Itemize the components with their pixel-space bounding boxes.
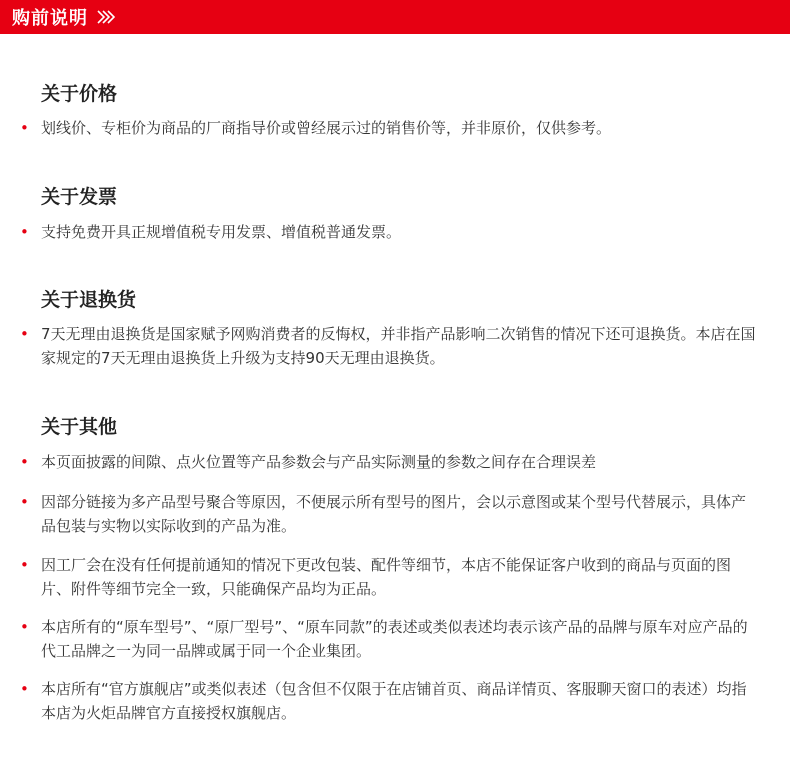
list-item [20, 322, 760, 370]
list-item-text: 7天无理由退换货是国家赋予网购消费者的反悔权，并非指产品影响二次销售的情况下还可退换货。本店在国家规定的7天无理由退换货上升级为支持90天无理由退换货。 [41, 325, 756, 367]
list-item-text: 划线价、专柜价为商品的厂商指导价或曾经展示过的销售价等，并非原价，仅供参考。 [41, 119, 612, 137]
list-item-text: 因工厂会在没有任何提前通知的情况下更改包装、配件等细节，本店不能保证客户收到的商品与页面的图片、附件等细节完全一致，只能确保产品均为正品。 [41, 556, 732, 598]
list-item-text: 支持免费开具正规增值税专用发票、增值税普通发票。 [41, 223, 402, 241]
list-item [20, 615, 760, 663]
bullet-icon: • [20, 453, 29, 471]
bullet-icon: • [20, 223, 29, 241]
bullet-icon: • [20, 556, 29, 574]
double-chevron-right-icon [96, 10, 118, 24]
list-item-text: 本页面披露的间隙、点火位置等产品参数会与产品实际测量的参数之间存在合理误差 [41, 453, 597, 471]
bullet-icon: • [20, 325, 29, 343]
list-item [20, 116, 760, 140]
section-heading-returns: 关于退换货 [41, 289, 137, 311]
section-heading-other: 关于其他 [41, 416, 118, 438]
list-item [20, 677, 760, 725]
bullet-icon: • [20, 119, 29, 137]
list-item [20, 490, 760, 538]
section-heading-invoice: 关于发票 [41, 186, 118, 208]
list-item [20, 553, 760, 601]
bullet-icon: • [20, 680, 29, 698]
bullet-icon: • [20, 493, 29, 511]
list-item [20, 450, 760, 474]
list-item [20, 220, 760, 244]
list-item-text: 本店所有“官方旗舰店”或类似表述（包含但不仅限于在店铺首页、商品详情页、客服聊天窗口的表述）均指本店为火炬品牌官方直接授权旗舰店。 [41, 680, 747, 722]
list-item-text: 因部分链接为多产品型号聚合等原因，不便展示所有型号的图片，会以示意图或某个型号代替展示，具体产品包装与实物以实际收到的产品为准。 [41, 493, 747, 535]
section-heading-price: 关于价格 [41, 83, 118, 105]
bullet-icon: • [20, 618, 29, 636]
list-item-text: 本店所有的“原车型号”、“原厂型号”、“原车同款”的表述或类似表述均表示该产品的品牌与原车对应产品的代工品牌之一为同一品牌或属于同一个企业集团。 [41, 618, 748, 660]
banner-title: 购前说明 [12, 8, 88, 29]
header-banner [0, 0, 790, 34]
